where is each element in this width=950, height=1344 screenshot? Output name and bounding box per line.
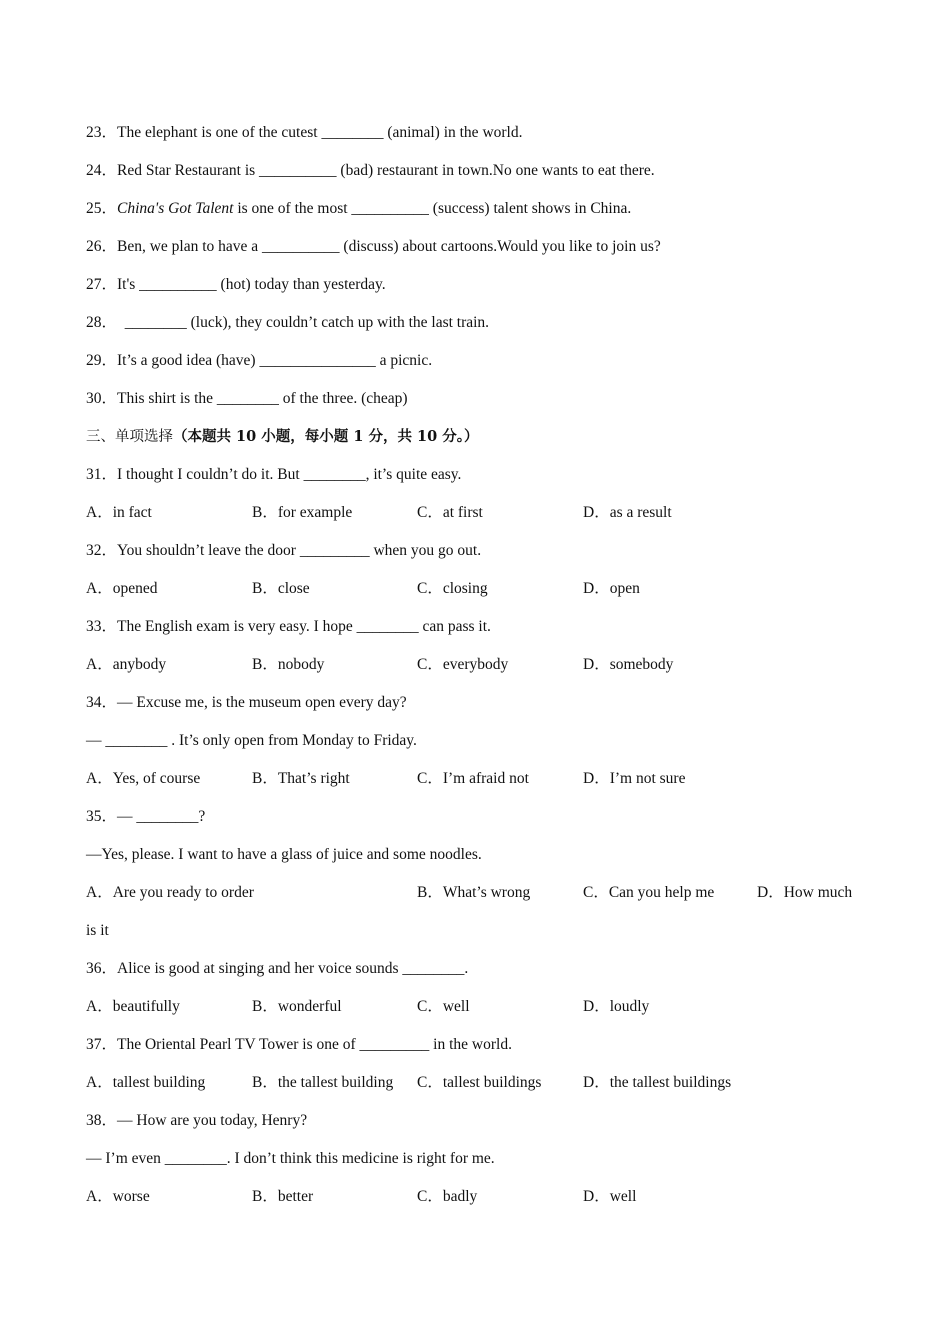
question-28: 28． ________ (luck), they couldn’t catch up with the last train. xyxy=(86,314,490,331)
question-36-options xyxy=(86,988,870,1026)
question-31-options xyxy=(86,494,870,532)
question-33-options xyxy=(86,646,870,684)
section-heading xyxy=(86,418,870,456)
question-32-options xyxy=(86,570,870,608)
option-a: A．anybody xyxy=(86,656,167,673)
section-title: 三、单项选择 xyxy=(86,429,173,445)
option-b: B．That’s right xyxy=(252,770,350,787)
question-25 xyxy=(86,190,870,228)
option-c: C．I’m afraid not xyxy=(417,770,529,787)
option-a: A．worse xyxy=(86,1188,150,1205)
question-24: 24．Red Star Restaurant is __________ (bad) restaurant in town.No one wants to eat there. xyxy=(86,162,655,179)
option-d: D．open xyxy=(583,580,640,597)
option-a: A．tallest building xyxy=(86,1074,206,1091)
question-25-number: 25． xyxy=(86,200,118,217)
option-d: D．well xyxy=(583,1188,637,1205)
option-b: B．for example xyxy=(252,504,353,521)
question-34-options xyxy=(86,760,870,798)
option-c: C．everybody xyxy=(417,656,509,673)
question-35-options xyxy=(86,874,870,912)
question-29: 29．It’s a good idea (have) _______________ a picnic. xyxy=(86,352,433,369)
question-38-options xyxy=(86,1178,870,1216)
option-a: A．Are you ready to order xyxy=(86,884,254,901)
section-instructions: （本题共 10 小题，每小题 1 分，共 10 分。） xyxy=(173,428,479,445)
option-b: B．What’s wrong xyxy=(417,884,531,901)
option-b: B．nobody xyxy=(252,656,325,673)
question-26: 26．Ben, we plan to have a __________ (discuss) about cartoons.Would you like to join us? xyxy=(86,238,661,255)
question-33-stem: 33．The English exam is very easy. I hope ________ can pass it. xyxy=(86,618,491,635)
option-b: B．better xyxy=(252,1188,314,1205)
question-37-options xyxy=(86,1064,870,1102)
option-b: B．wonderful xyxy=(252,998,342,1015)
question-35-response: —Yes, please. I want to have a glass of juice and some noodles. xyxy=(86,846,482,863)
option-d: D．as a result xyxy=(583,504,672,521)
question-27: 27．It's __________ (hot) today than yesterday. xyxy=(86,276,386,293)
option-d: D．loudly xyxy=(583,998,650,1015)
question-37-stem: 37．The Oriental Pearl TV Tower is one of _________ in the world. xyxy=(86,1036,512,1053)
option-c: C．at first xyxy=(417,504,483,521)
option-a: A．in fact xyxy=(86,504,152,521)
option-b: B．the tallest building xyxy=(252,1074,394,1091)
option-a: A．opened xyxy=(86,580,158,597)
option-b: B．close xyxy=(252,580,310,597)
question-30: 30．This shirt is the ________ of the three. (cheap) xyxy=(86,390,408,407)
option-c: C．well xyxy=(417,998,470,1015)
question-34-stem: 34．— Excuse me, is the museum open every day? xyxy=(86,694,407,711)
option-d: D．I’m not sure xyxy=(583,770,686,787)
option-d: D．somebody xyxy=(583,656,674,673)
option-d: D．How much xyxy=(757,884,853,901)
question-34-response: — ________ . It’s only open from Monday to Friday. xyxy=(86,732,417,749)
option-c: C．Can you help me xyxy=(583,884,715,901)
question-38-stem: 38．— How are you today, Henry? xyxy=(86,1112,308,1129)
question-35-option-d-continued: is it xyxy=(86,922,109,939)
option-d: D．the tallest buildings xyxy=(583,1074,732,1091)
option-c: C．badly xyxy=(417,1188,478,1205)
option-c: C．closing xyxy=(417,580,488,597)
option-a: A．Yes, of course xyxy=(86,770,201,787)
question-32-stem: 32．You shouldn’t leave the door _________ when you go out. xyxy=(86,542,482,559)
question-25-text: is one of the most __________ (success) talent shows in China. xyxy=(233,200,632,217)
option-c: C．tallest buildings xyxy=(417,1074,542,1091)
question-38-response: — I’m even ________. I don’t think this medicine is right for me. xyxy=(86,1150,495,1167)
question-35-stem: 35．— ________? xyxy=(86,808,206,825)
question-23: 23．The elephant is one of the cutest ________ (animal) in the world. xyxy=(86,124,523,141)
question-36-stem: 36．Alice is good at singing and her voice sounds ________. xyxy=(86,960,469,977)
option-a: A．beautifully xyxy=(86,998,180,1015)
question-25-show-title: China's Got Talent xyxy=(117,200,234,217)
question-31-stem: 31．I thought I couldn’t do it. But ________, it’s quite easy. xyxy=(86,466,462,483)
